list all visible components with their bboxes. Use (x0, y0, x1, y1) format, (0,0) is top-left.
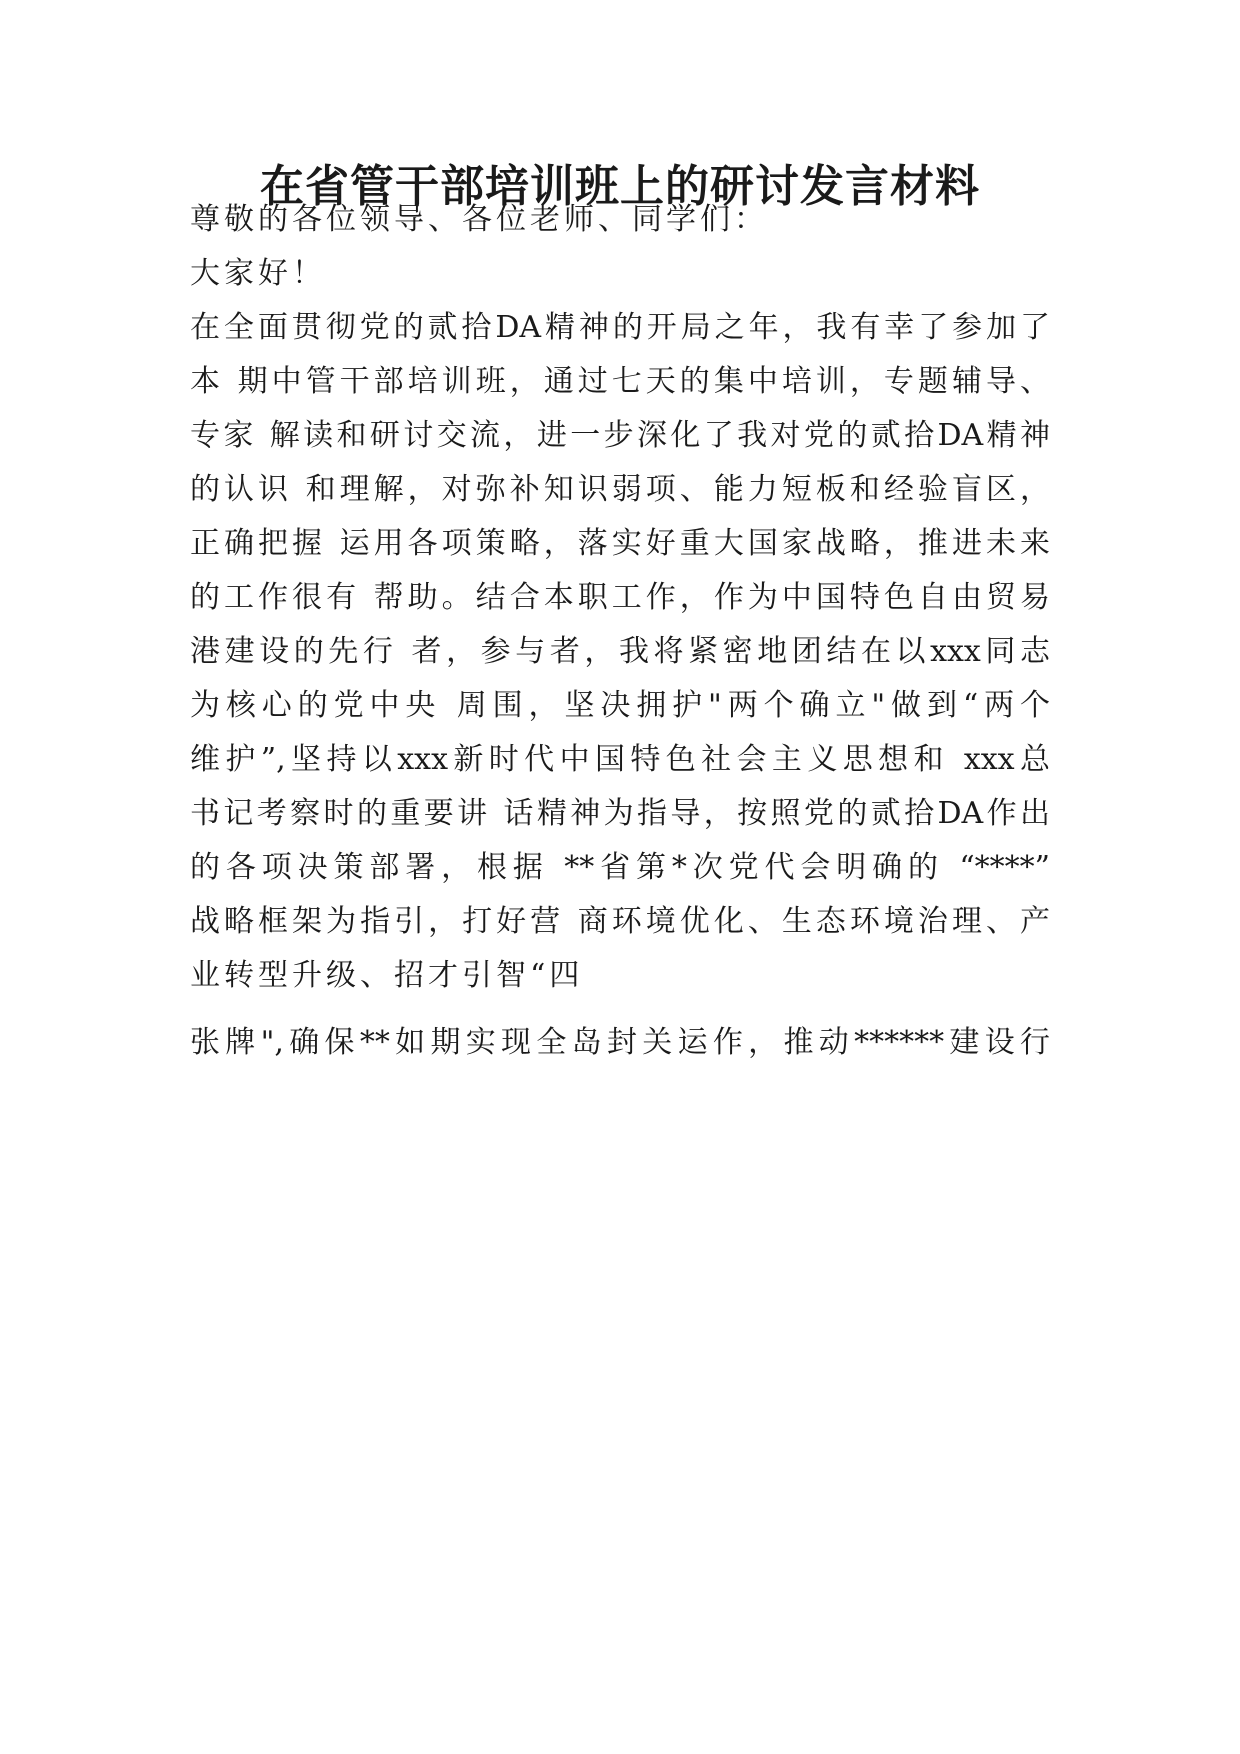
greeting: 大家好！ (190, 256, 326, 291)
body-line: 专家 解读和研讨交流，进一步深化了我对党的贰拾DA精神 (190, 418, 1050, 453)
body-line: 为核心的党中央 周围，坚决拥护"两个确立"做到“两个 (190, 688, 1050, 723)
salutation: 尊敬的各位领导、各位老师、同学们： (190, 202, 768, 237)
body-line: 本 期中管干部培训班，通过七天的集中培训，专题辅导、 (190, 364, 1050, 399)
body-line: 在全面贯彻党的贰拾DA精神的开局之年，我有幸了参加了 (190, 310, 1050, 345)
body-line: 港建设的先行 者，参与者，我将紧密地团结在以xxx同志 (190, 634, 1050, 669)
body-line: 维护”,坚持以xxx新时代中国特色社会主义思想和 xxx总 (190, 742, 1050, 777)
body-line: 书记考察时的重要讲 话精神为指导，按照党的贰拾DA作出 (190, 796, 1050, 831)
body-line: 的认识 和理解，对弥补知识弱项、能力短板和经验盲区， (190, 472, 1050, 507)
body-line: 的工作很有 帮助。结合本职工作，作为中国特色自由贸易 (190, 580, 1050, 615)
body-line: 战略框架为指引，打好营 商环境优化、生态环境治理、产 (190, 904, 1050, 939)
body-line: 的各项决策部署，根据 **省第*次党代会明确的 “****” (190, 850, 1050, 885)
document-title: 在省管干部培训班上的研讨发言材料 (260, 161, 980, 212)
body-line: 业转型升级、招才引智“四 (190, 958, 584, 993)
body-line: 正确把握 运用各项策略，落实好重大国家战略，推进未来 (190, 526, 1050, 561)
body-line: 张牌",确保**如期实现全岛封关运作，推动******建设行 (190, 1025, 1050, 1060)
